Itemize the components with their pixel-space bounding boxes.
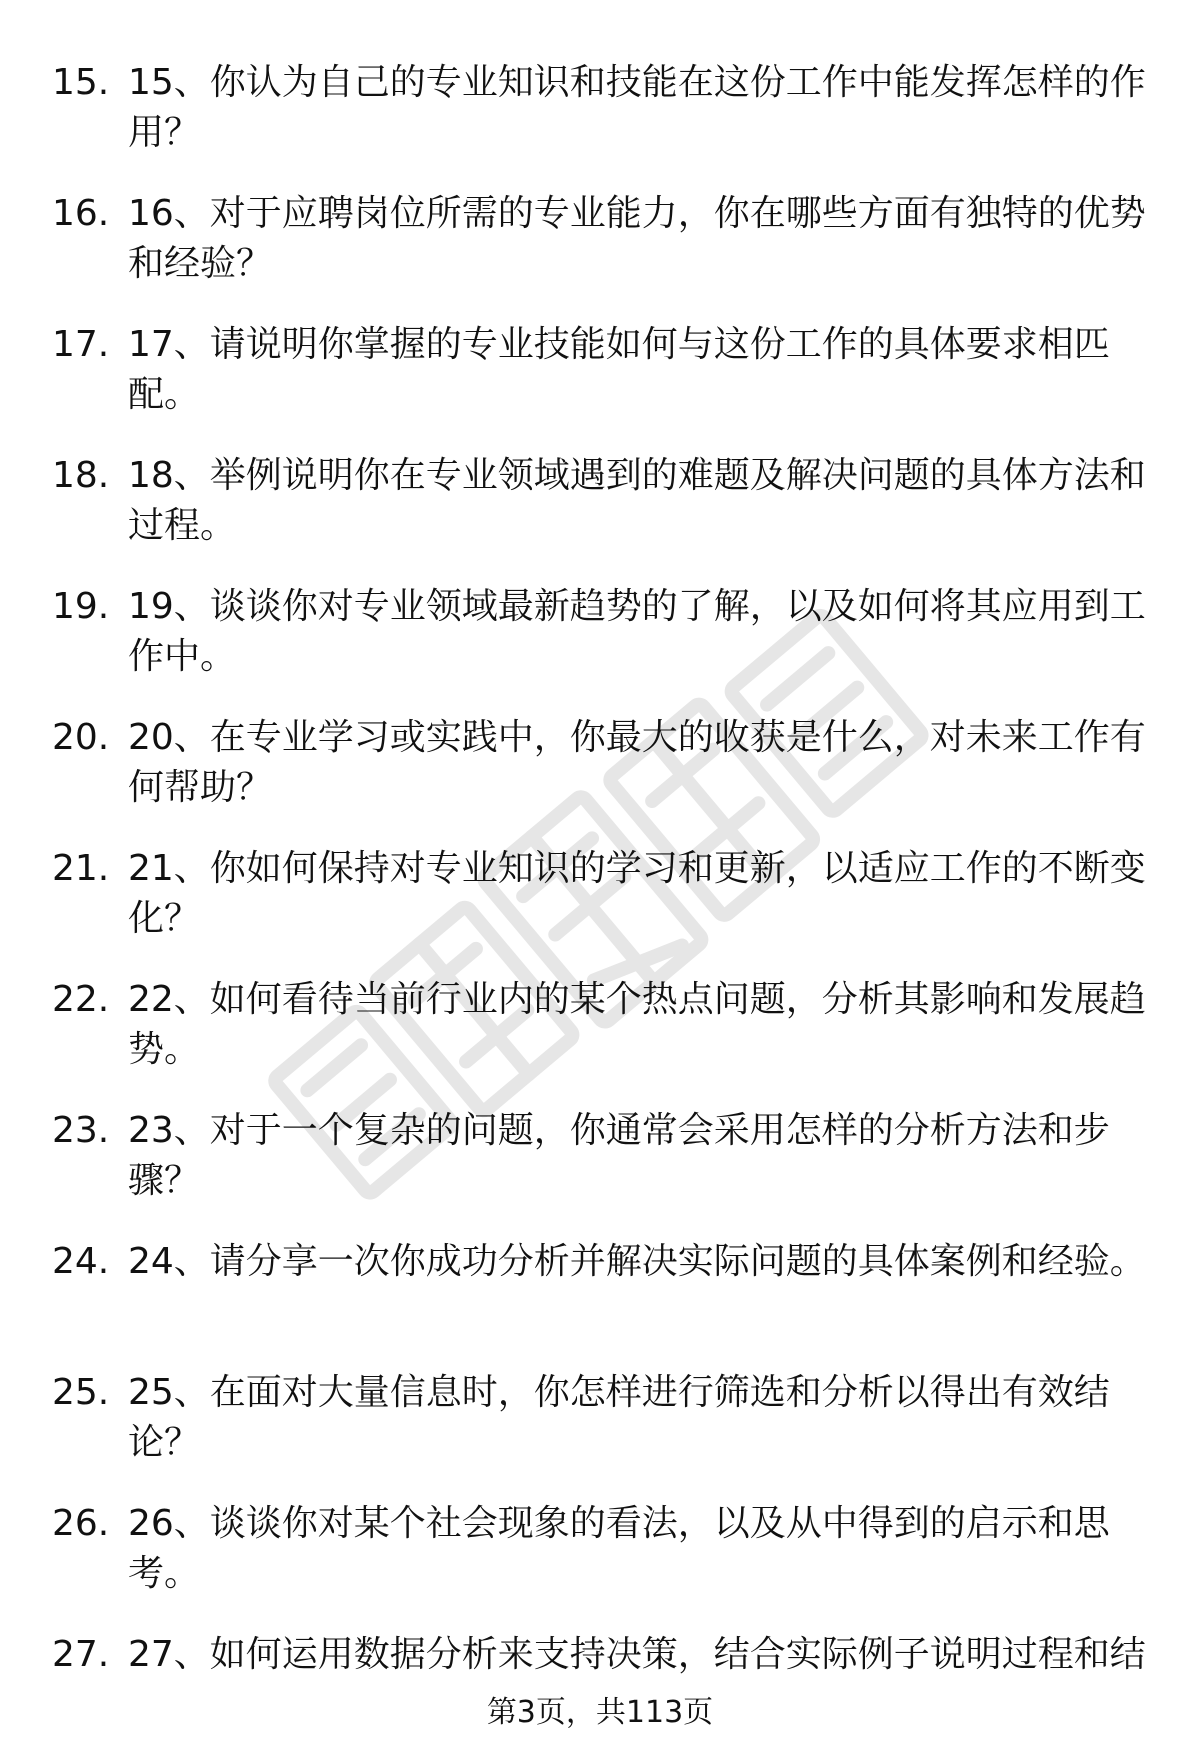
item-number: 21. [52, 848, 110, 889]
item-text: 26、谈谈你对某个社会现象的看法，以及从中得到的启示和思考。 [128, 1503, 1110, 1594]
list-item [0, 1106, 1200, 1237]
list-item [0, 1499, 1200, 1630]
item-text: 16、对于应聘岗位所需的专业能力，你在哪些方面有独特的优势和经验？ [128, 193, 1146, 284]
item-text: 17、请说明你掌握的专业技能如何与这份工作的具体要求相匹配。 [128, 324, 1110, 415]
item-number: 20. [52, 717, 110, 758]
item-text: 20、在专业学习或实践中，你最大的收获是什么，对未来工作有何帮助？ [128, 717, 1146, 808]
item-text: 27、如何运用数据分析来支持决策，结合实际例子说明过程和结 [128, 1634, 1146, 1675]
item-text: 23、对于一个复杂的问题，你通常会采用怎样的分析方法和步骤？ [128, 1110, 1110, 1201]
list-item [0, 58, 1200, 189]
question-list [0, 58, 1200, 1761]
list-item [0, 975, 1200, 1106]
list-item [0, 1368, 1200, 1499]
list-item [0, 189, 1200, 320]
item-text: 18、举例说明你在专业领域遇到的难题及解决问题的具体方法和过程。 [128, 455, 1146, 546]
item-number: 23. [52, 1110, 110, 1151]
item-number: 17. [52, 324, 110, 365]
item-number: 15. [52, 62, 110, 103]
list-item [0, 451, 1200, 582]
item-number: 24. [52, 1241, 110, 1282]
item-number: 26. [52, 1503, 110, 1544]
list-item [0, 582, 1200, 713]
item-text: 15、你认为自己的专业知识和技能在这份工作中能发挥怎样的作用？ [128, 62, 1146, 153]
list-item [0, 320, 1200, 451]
list-item [0, 844, 1200, 975]
item-number: 27. [52, 1634, 110, 1675]
item-number: 25. [52, 1372, 110, 1413]
item-text: 24、请分享一次你成功分析并解决实际问题的具体案例和经验。 [128, 1241, 1146, 1282]
page-number-footer: 第3页，共113页 [486, 1695, 714, 1730]
item-text: 22、如何看待当前行业内的某个热点问题，分析其影响和发展趋势。 [128, 979, 1146, 1070]
item-number: 19. [52, 586, 110, 627]
list-item [0, 1237, 1200, 1368]
item-number: 22. [52, 979, 110, 1020]
item-text: 25、在面对大量信息时，你怎样进行筛选和分析以得出有效结论？ [128, 1372, 1110, 1463]
item-text: 19、谈谈你对专业领域最新趋势的了解，以及如何将其应用到工作中。 [128, 586, 1146, 677]
item-number: 18. [52, 455, 110, 496]
item-text: 21、你如何保持对专业知识的学习和更新，以适应工作的不断变化？ [128, 848, 1146, 939]
item-number: 16. [52, 193, 110, 234]
list-item [0, 713, 1200, 844]
